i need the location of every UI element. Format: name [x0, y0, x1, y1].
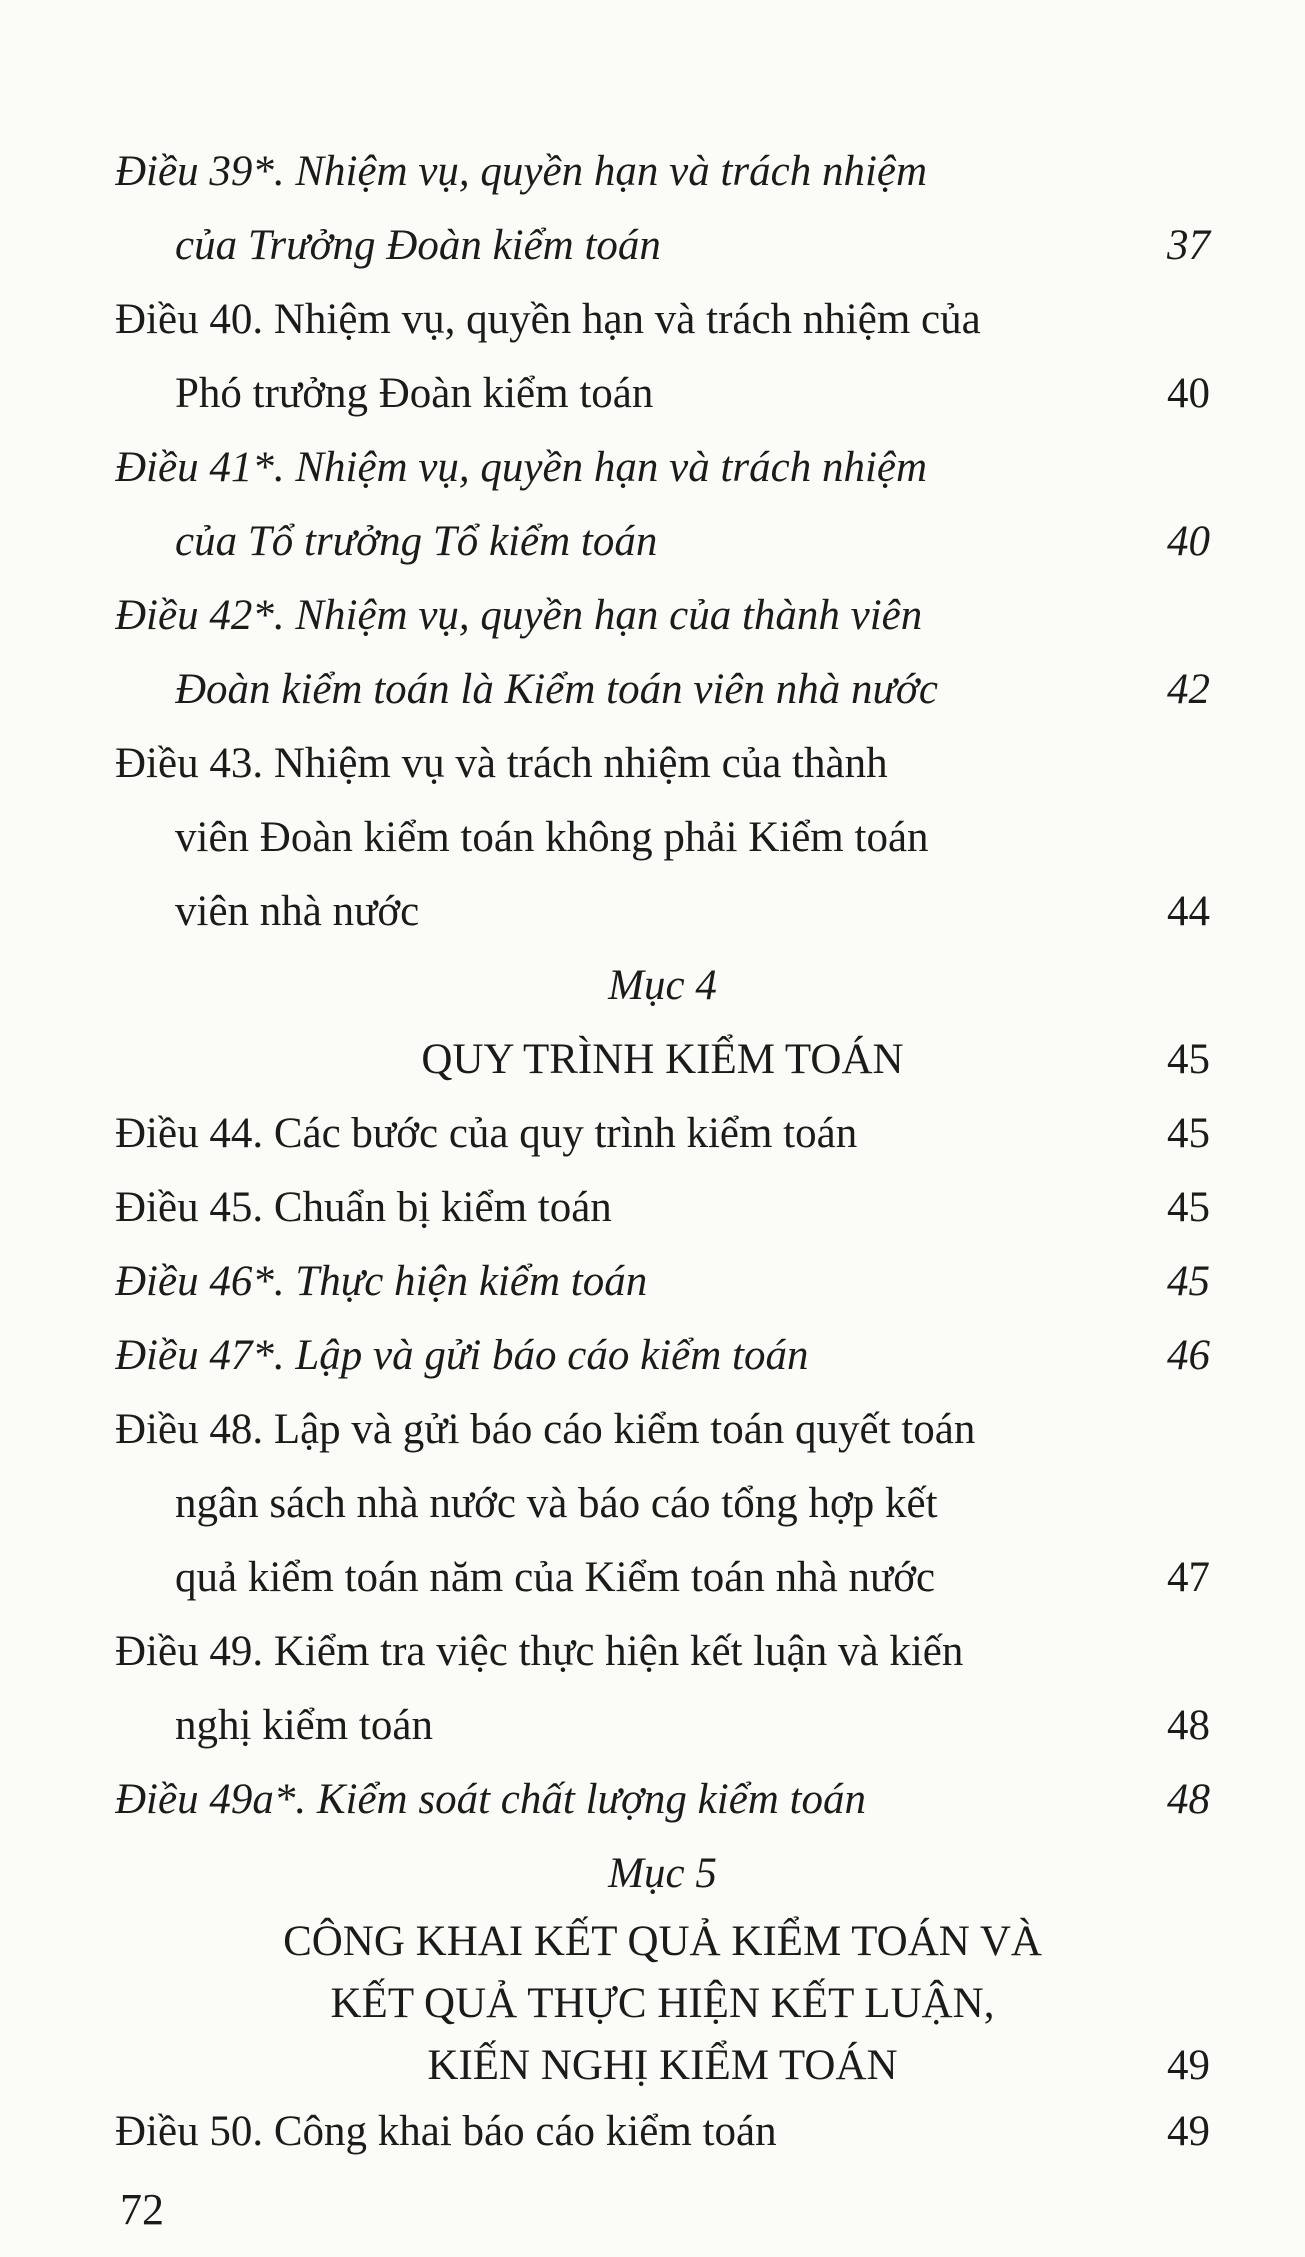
toc-entry: [175, 880, 1210, 944]
toc-entry-page: 42: [1167, 666, 1210, 713]
section-heading: [115, 1972, 1210, 2036]
toc-entry-page: 37: [1167, 222, 1210, 269]
toc-entry: [115, 1768, 1210, 1832]
toc-entry-title: Điều 40. Nhiệm vụ, quyền hạn và trách nhiệm của: [115, 296, 981, 343]
toc-entry-page: 45: [1167, 1258, 1210, 1305]
toc-entry-title: Điều 47*. Lập và gửi báo cáo kiểm toán: [115, 1332, 809, 1379]
toc-entry: [115, 140, 1210, 204]
toc-entry: [115, 436, 1210, 500]
section-title: KIẾN NGHỊ KIỂM TOÁN: [427, 2042, 898, 2089]
toc-entry: [175, 806, 1210, 870]
toc-entry: [115, 1250, 1210, 1314]
toc-entry: [115, 1176, 1210, 1240]
toc-entry-page: 44: [1167, 888, 1210, 935]
toc-entry-title: quả kiểm toán năm của Kiểm toán nhà nước: [175, 1554, 936, 1601]
toc-entry-page: 48: [1167, 1776, 1210, 1823]
section-title: KẾT QUẢ THỰC HIỆN KẾT LUẬN,: [330, 1980, 995, 2027]
toc-entry: [115, 1102, 1210, 1166]
toc-entry: [175, 510, 1210, 574]
toc-entry-title: Điều 45. Chuẩn bị kiểm toán: [115, 1184, 612, 1231]
toc-entry-title: viên Đoàn kiểm toán không phải Kiểm toán: [175, 814, 929, 861]
toc-entry-title: Điều 50. Công khai báo cáo kiểm toán: [115, 2108, 777, 2155]
toc-entry: [175, 1472, 1210, 1536]
toc-entry: [115, 1324, 1210, 1388]
toc-entry-page: 45: [1167, 1184, 1210, 1231]
toc-entry: [175, 1546, 1210, 1610]
toc-entry-title: viên nhà nước: [175, 888, 420, 935]
toc-entry: [175, 214, 1210, 278]
toc-entry: [115, 1620, 1210, 1684]
toc-entry-title: Điều 43. Nhiệm vụ và trách nhiệm của thành: [115, 740, 888, 787]
page-number: 72: [120, 2185, 164, 2234]
toc-entry-title: Điều 46*. Thực hiện kiểm toán: [115, 1258, 648, 1305]
toc-entry: [175, 1694, 1210, 1758]
toc-entry-title: ngân sách nhà nước và báo cáo tổng hợp kết: [175, 1480, 938, 1527]
section-heading: [115, 1910, 1210, 1974]
toc-entry: [175, 362, 1210, 426]
toc-entry-title: của Tổ trưởng Tổ kiểm toán: [175, 518, 658, 565]
toc-entry: [115, 288, 1210, 352]
toc-entry-title: Phó trưởng Đoàn kiểm toán: [175, 370, 654, 417]
toc-entry-title: Điều 49. Kiểm tra việc thực hiện kết luận và kiến: [115, 1628, 964, 1675]
toc-entry: [175, 658, 1210, 722]
toc-entry-title: Điều 42*. Nhiệm vụ, quyền hạn của thành viên: [115, 592, 923, 639]
section-heading: [115, 2034, 1210, 2098]
toc-entry: [115, 1398, 1210, 1462]
toc-entry: [115, 732, 1210, 796]
section-label: Mục 4: [608, 962, 717, 1009]
toc-entry-page: 40: [1167, 370, 1210, 417]
toc-entry-title: Điều 44. Các bước của quy trình kiểm toán: [115, 1110, 858, 1157]
toc-entry: [115, 2100, 1210, 2164]
toc-entry-title: Điều 39*. Nhiệm vụ, quyền hạn và trách nhiệm: [115, 148, 928, 195]
section-label: Mục 5: [608, 1850, 717, 1897]
section-title: CÔNG KHAI KẾT QUẢ KIỂM TOÁN VÀ: [283, 1918, 1042, 1965]
section-title: QUY TRÌNH KIỂM TOÁN: [421, 1036, 904, 1083]
toc-entry-page: 40: [1167, 518, 1210, 565]
toc-entry-title: Đoàn kiểm toán là Kiểm toán viên nhà nước: [175, 666, 938, 713]
toc-entry-page: 49: [1167, 2042, 1210, 2089]
toc-entry: [115, 584, 1210, 648]
toc-entry-title: Điều 41*. Nhiệm vụ, quyền hạn và trách nhiệm: [115, 444, 928, 491]
toc-entry-page: 46: [1167, 1332, 1210, 1379]
toc-entry-page: 45: [1167, 1110, 1210, 1157]
toc-entry-page: 49: [1167, 2108, 1210, 2155]
toc-entry-page: 45: [1167, 1036, 1210, 1083]
toc-entry-page: 48: [1167, 1702, 1210, 1749]
toc-entry-title: Điều 48. Lập và gửi báo cáo kiểm toán quyết toán: [115, 1406, 976, 1453]
toc-entry-title: của Trưởng Đoàn kiểm toán: [175, 222, 661, 269]
toc-entry-page: 47: [1167, 1554, 1210, 1601]
toc-entry-title: Điều 49a*. Kiểm soát chất lượng kiểm toán: [115, 1776, 867, 1823]
toc-entry-title: nghị kiểm toán: [175, 1702, 433, 1749]
section-heading: [115, 1028, 1210, 1092]
